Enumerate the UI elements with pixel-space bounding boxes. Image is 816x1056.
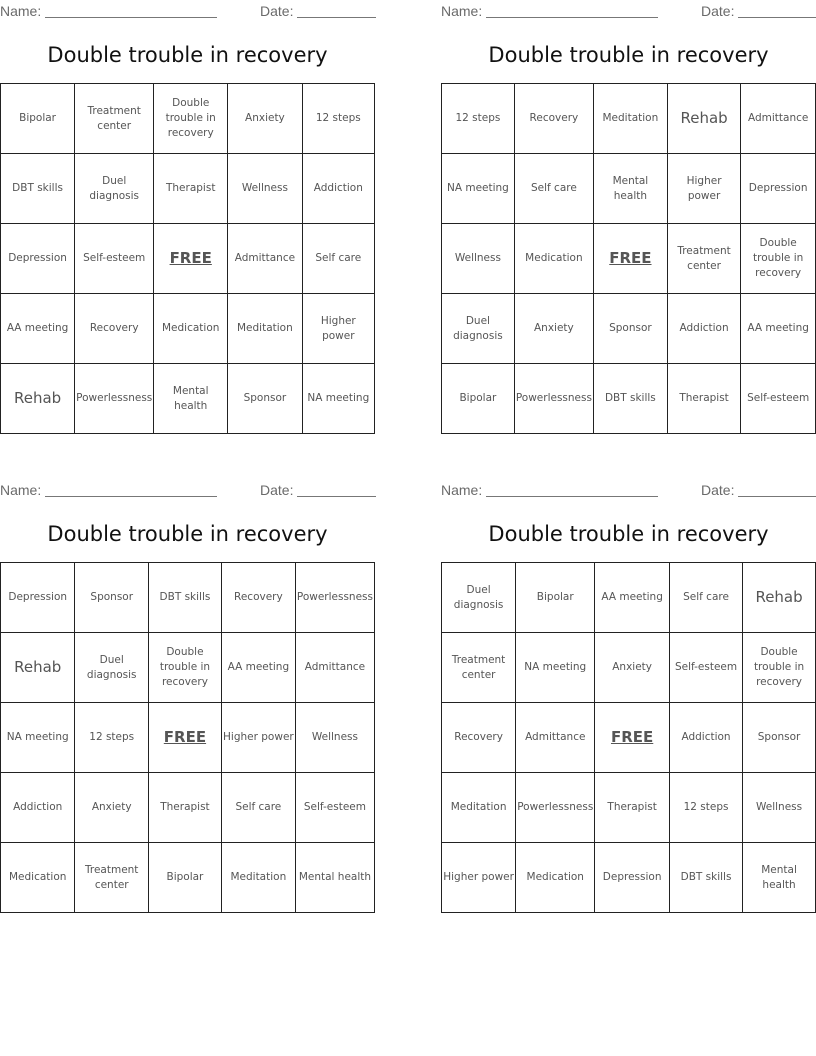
bingo-cell[interactable]: Bipolar — [516, 563, 595, 633]
bingo-cell[interactable]: Depression — [741, 154, 816, 224]
bingo-cell[interactable]: Addiction — [667, 294, 740, 364]
bingo-cell[interactable]: Self care — [669, 563, 742, 633]
bingo-cell[interactable]: Duel diagnosis — [442, 294, 515, 364]
bingo-cell[interactable]: Treatment center — [442, 633, 516, 703]
date-blank-line[interactable] — [297, 17, 376, 18]
bingo-cell[interactable]: Depression — [595, 843, 670, 913]
date-label: Date: — [701, 482, 735, 498]
bingo-cell[interactable]: Anxiety — [228, 84, 302, 154]
bingo-cell[interactable]: Meditation — [221, 843, 295, 913]
bingo-cell[interactable]: Sponsor — [743, 703, 816, 773]
bingo-cell[interactable]: 12 steps — [302, 84, 374, 154]
bingo-cell[interactable]: Double trouble in recovery — [741, 224, 816, 294]
bingo-cell[interactable]: Meditation — [442, 773, 516, 843]
name-label: Name: — [0, 3, 42, 19]
bingo-cell[interactable]: Wellness — [295, 703, 374, 773]
bingo-cell[interactable]: Admittance — [228, 224, 302, 294]
bingo-cell[interactable]: Depression — [1, 224, 75, 294]
name-label: Name: — [441, 3, 483, 19]
name-blank-line[interactable] — [45, 496, 217, 497]
card-title: Double trouble in recovery — [488, 43, 769, 67]
date-blank-line[interactable] — [738, 17, 816, 18]
bingo-cell[interactable]: AA meeting — [741, 294, 816, 364]
bingo-cell[interactable]: Bipolar — [149, 843, 222, 913]
bingo-cell[interactable]: Anxiety — [75, 773, 149, 843]
bingo-cell[interactable]: Depression — [1, 563, 75, 633]
card-title: Double trouble in recovery — [47, 43, 328, 67]
name-label: Name: — [0, 482, 42, 498]
grid-row — [1, 703, 375, 773]
bingo-cell[interactable]: Bipolar — [1, 84, 75, 154]
bingo-grid — [0, 562, 375, 913]
grid-row — [442, 294, 816, 364]
name-blank-line[interactable] — [486, 496, 658, 497]
bingo-cell[interactable]: Self care — [221, 773, 295, 843]
bingo-cell[interactable]: Admittance — [516, 703, 595, 773]
bingo-cell[interactable]: DBT skills — [593, 364, 667, 434]
bingo-cell[interactable]: Medication — [516, 843, 595, 913]
bingo-cell[interactable]: NA meeting — [302, 364, 374, 434]
bingo-cell[interactable]: Self-esteem — [669, 633, 742, 703]
grid-row — [1, 294, 375, 364]
bingo-cell[interactable]: Mental health — [743, 843, 816, 913]
name-label: Name: — [441, 482, 483, 498]
name-blank-line[interactable] — [486, 17, 658, 18]
bingo-cell[interactable]: Sponsor — [593, 294, 667, 364]
bingo-cell[interactable]: Double trouble in recovery — [149, 633, 222, 703]
bingo-cell[interactable]: Rehab — [1, 633, 75, 703]
grid-row — [1, 633, 375, 703]
bingo-cell[interactable]: Medication — [154, 294, 228, 364]
bingo-cell[interactable]: Medication — [514, 224, 593, 294]
name-date-row — [0, 0, 376, 20]
bingo-cell[interactable]: Bipolar — [442, 364, 515, 434]
bingo-cell[interactable]: Rehab — [667, 84, 740, 154]
bingo-cell[interactable]: Anxiety — [514, 294, 593, 364]
free-space-cell[interactable]: FREE — [149, 703, 222, 773]
bingo-cell[interactable]: Rehab — [743, 563, 816, 633]
bingo-grid — [441, 562, 816, 913]
grid-row — [442, 84, 816, 154]
date-label: Date: — [260, 482, 294, 498]
grid-row — [442, 154, 816, 224]
free-space-cell[interactable]: FREE — [595, 703, 670, 773]
bingo-cell[interactable]: DBT skills — [669, 843, 742, 913]
bingo-cell[interactable]: Meditation — [593, 84, 667, 154]
bingo-cell[interactable]: Admittance — [741, 84, 816, 154]
bingo-cell[interactable]: Addiction — [1, 773, 75, 843]
grid-row — [1, 364, 375, 434]
grid-row — [1, 84, 375, 154]
bingo-cell[interactable]: NA meeting — [442, 154, 515, 224]
bingo-cell[interactable]: AA meeting — [595, 563, 670, 633]
bingo-cell[interactable]: Mental health — [295, 843, 374, 913]
free-space-cell[interactable]: FREE — [593, 224, 667, 294]
bingo-cell[interactable]: 12 steps — [669, 773, 742, 843]
date-blank-line[interactable] — [297, 496, 376, 497]
bingo-cell[interactable]: Duel diagnosis — [75, 154, 154, 224]
bingo-cell[interactable]: 12 steps — [442, 84, 515, 154]
bingo-cell[interactable]: Self care — [302, 224, 374, 294]
bingo-cell[interactable]: Therapist — [595, 773, 670, 843]
bingo-cell[interactable]: Recovery — [75, 294, 154, 364]
bingo-cell[interactable]: Double trouble in recovery — [154, 84, 228, 154]
grid-row — [442, 843, 816, 913]
bingo-cell[interactable]: Addiction — [669, 703, 742, 773]
bingo-cell[interactable]: Therapist — [149, 773, 222, 843]
bingo-cell[interactable]: Rehab — [1, 364, 75, 434]
bingo-cell[interactable]: Anxiety — [595, 633, 670, 703]
bingo-cell[interactable]: Higher power — [302, 294, 374, 364]
bingo-cell[interactable]: Treatment center — [75, 84, 154, 154]
bingo-cell[interactable]: Self-esteem — [295, 773, 374, 843]
bingo-cell[interactable]: NA meeting — [1, 703, 75, 773]
grid-row — [1, 773, 375, 843]
bingo-cell[interactable]: AA meeting — [221, 633, 295, 703]
bingo-cell[interactable]: AA meeting — [1, 294, 75, 364]
bingo-cell[interactable]: Treatment center — [75, 843, 149, 913]
bingo-cell[interactable]: Duel diagnosis — [442, 563, 516, 633]
grid-row — [442, 773, 816, 843]
bingo-cell[interactable]: Therapist — [667, 364, 740, 434]
bingo-cell[interactable]: Recovery — [221, 563, 295, 633]
free-space-cell[interactable]: FREE — [154, 224, 228, 294]
bingo-grid — [441, 83, 816, 434]
bingo-cell[interactable]: Wellness — [228, 154, 302, 224]
bingo-cell[interactable]: Powerlessness — [516, 773, 595, 843]
bingo-cell[interactable]: Powerlessness — [514, 364, 593, 434]
name-date-row — [441, 479, 816, 499]
name-date-row — [0, 479, 376, 499]
bingo-cell[interactable]: Higher power — [442, 843, 516, 913]
bingo-cell[interactable]: Duel diagnosis — [75, 633, 149, 703]
bingo-cell[interactable]: Treatment center — [667, 224, 740, 294]
bingo-cell[interactable]: Recovery — [514, 84, 593, 154]
grid-row — [442, 364, 816, 434]
bingo-cell[interactable]: Mental health — [593, 154, 667, 224]
bingo-cell[interactable]: Recovery — [442, 703, 516, 773]
grid-row — [1, 224, 375, 294]
date-label: Date: — [260, 3, 294, 19]
grid-row — [442, 703, 816, 773]
bingo-cell[interactable]: Sponsor — [75, 563, 149, 633]
bingo-cell[interactable]: DBT skills — [149, 563, 222, 633]
name-blank-line[interactable] — [45, 17, 217, 18]
bingo-cell[interactable]: Self care — [514, 154, 593, 224]
card-title: Double trouble in recovery — [47, 522, 328, 546]
bingo-cell[interactable]: NA meeting — [516, 633, 595, 703]
grid-row — [1, 563, 375, 633]
bingo-cell[interactable]: Wellness — [743, 773, 816, 843]
date-blank-line[interactable] — [738, 496, 816, 497]
bingo-cell[interactable]: Powerlessness — [75, 364, 154, 434]
bingo-cell[interactable]: Sponsor — [228, 364, 302, 434]
bingo-cell[interactable]: Higher power — [221, 703, 295, 773]
bingo-cell[interactable]: Double trouble in recovery — [743, 633, 816, 703]
bingo-cell[interactable]: Powerlessness — [295, 563, 374, 633]
grid-row — [1, 843, 375, 913]
card-title: Double trouble in recovery — [488, 522, 769, 546]
grid-row — [1, 154, 375, 224]
bingo-cell[interactable]: Mental health — [154, 364, 228, 434]
grid-row — [442, 633, 816, 703]
bingo-cell[interactable]: Meditation — [228, 294, 302, 364]
bingo-cell[interactable]: DBT skills — [1, 154, 75, 224]
bingo-cell[interactable]: Wellness — [442, 224, 515, 294]
bingo-cell[interactable]: Medication — [1, 843, 75, 913]
grid-row — [442, 224, 816, 294]
bingo-cell[interactable]: Higher power — [667, 154, 740, 224]
bingo-cell[interactable]: Admittance — [295, 633, 374, 703]
date-label: Date: — [701, 3, 735, 19]
bingo-cell[interactable]: Therapist — [154, 154, 228, 224]
grid-row — [442, 563, 816, 633]
name-date-row — [441, 0, 816, 20]
bingo-cell[interactable]: Self-esteem — [75, 224, 154, 294]
bingo-grid — [0, 83, 375, 434]
bingo-cell[interactable]: Self-esteem — [741, 364, 816, 434]
bingo-cell[interactable]: Addiction — [302, 154, 374, 224]
bingo-cell[interactable]: 12 steps — [75, 703, 149, 773]
